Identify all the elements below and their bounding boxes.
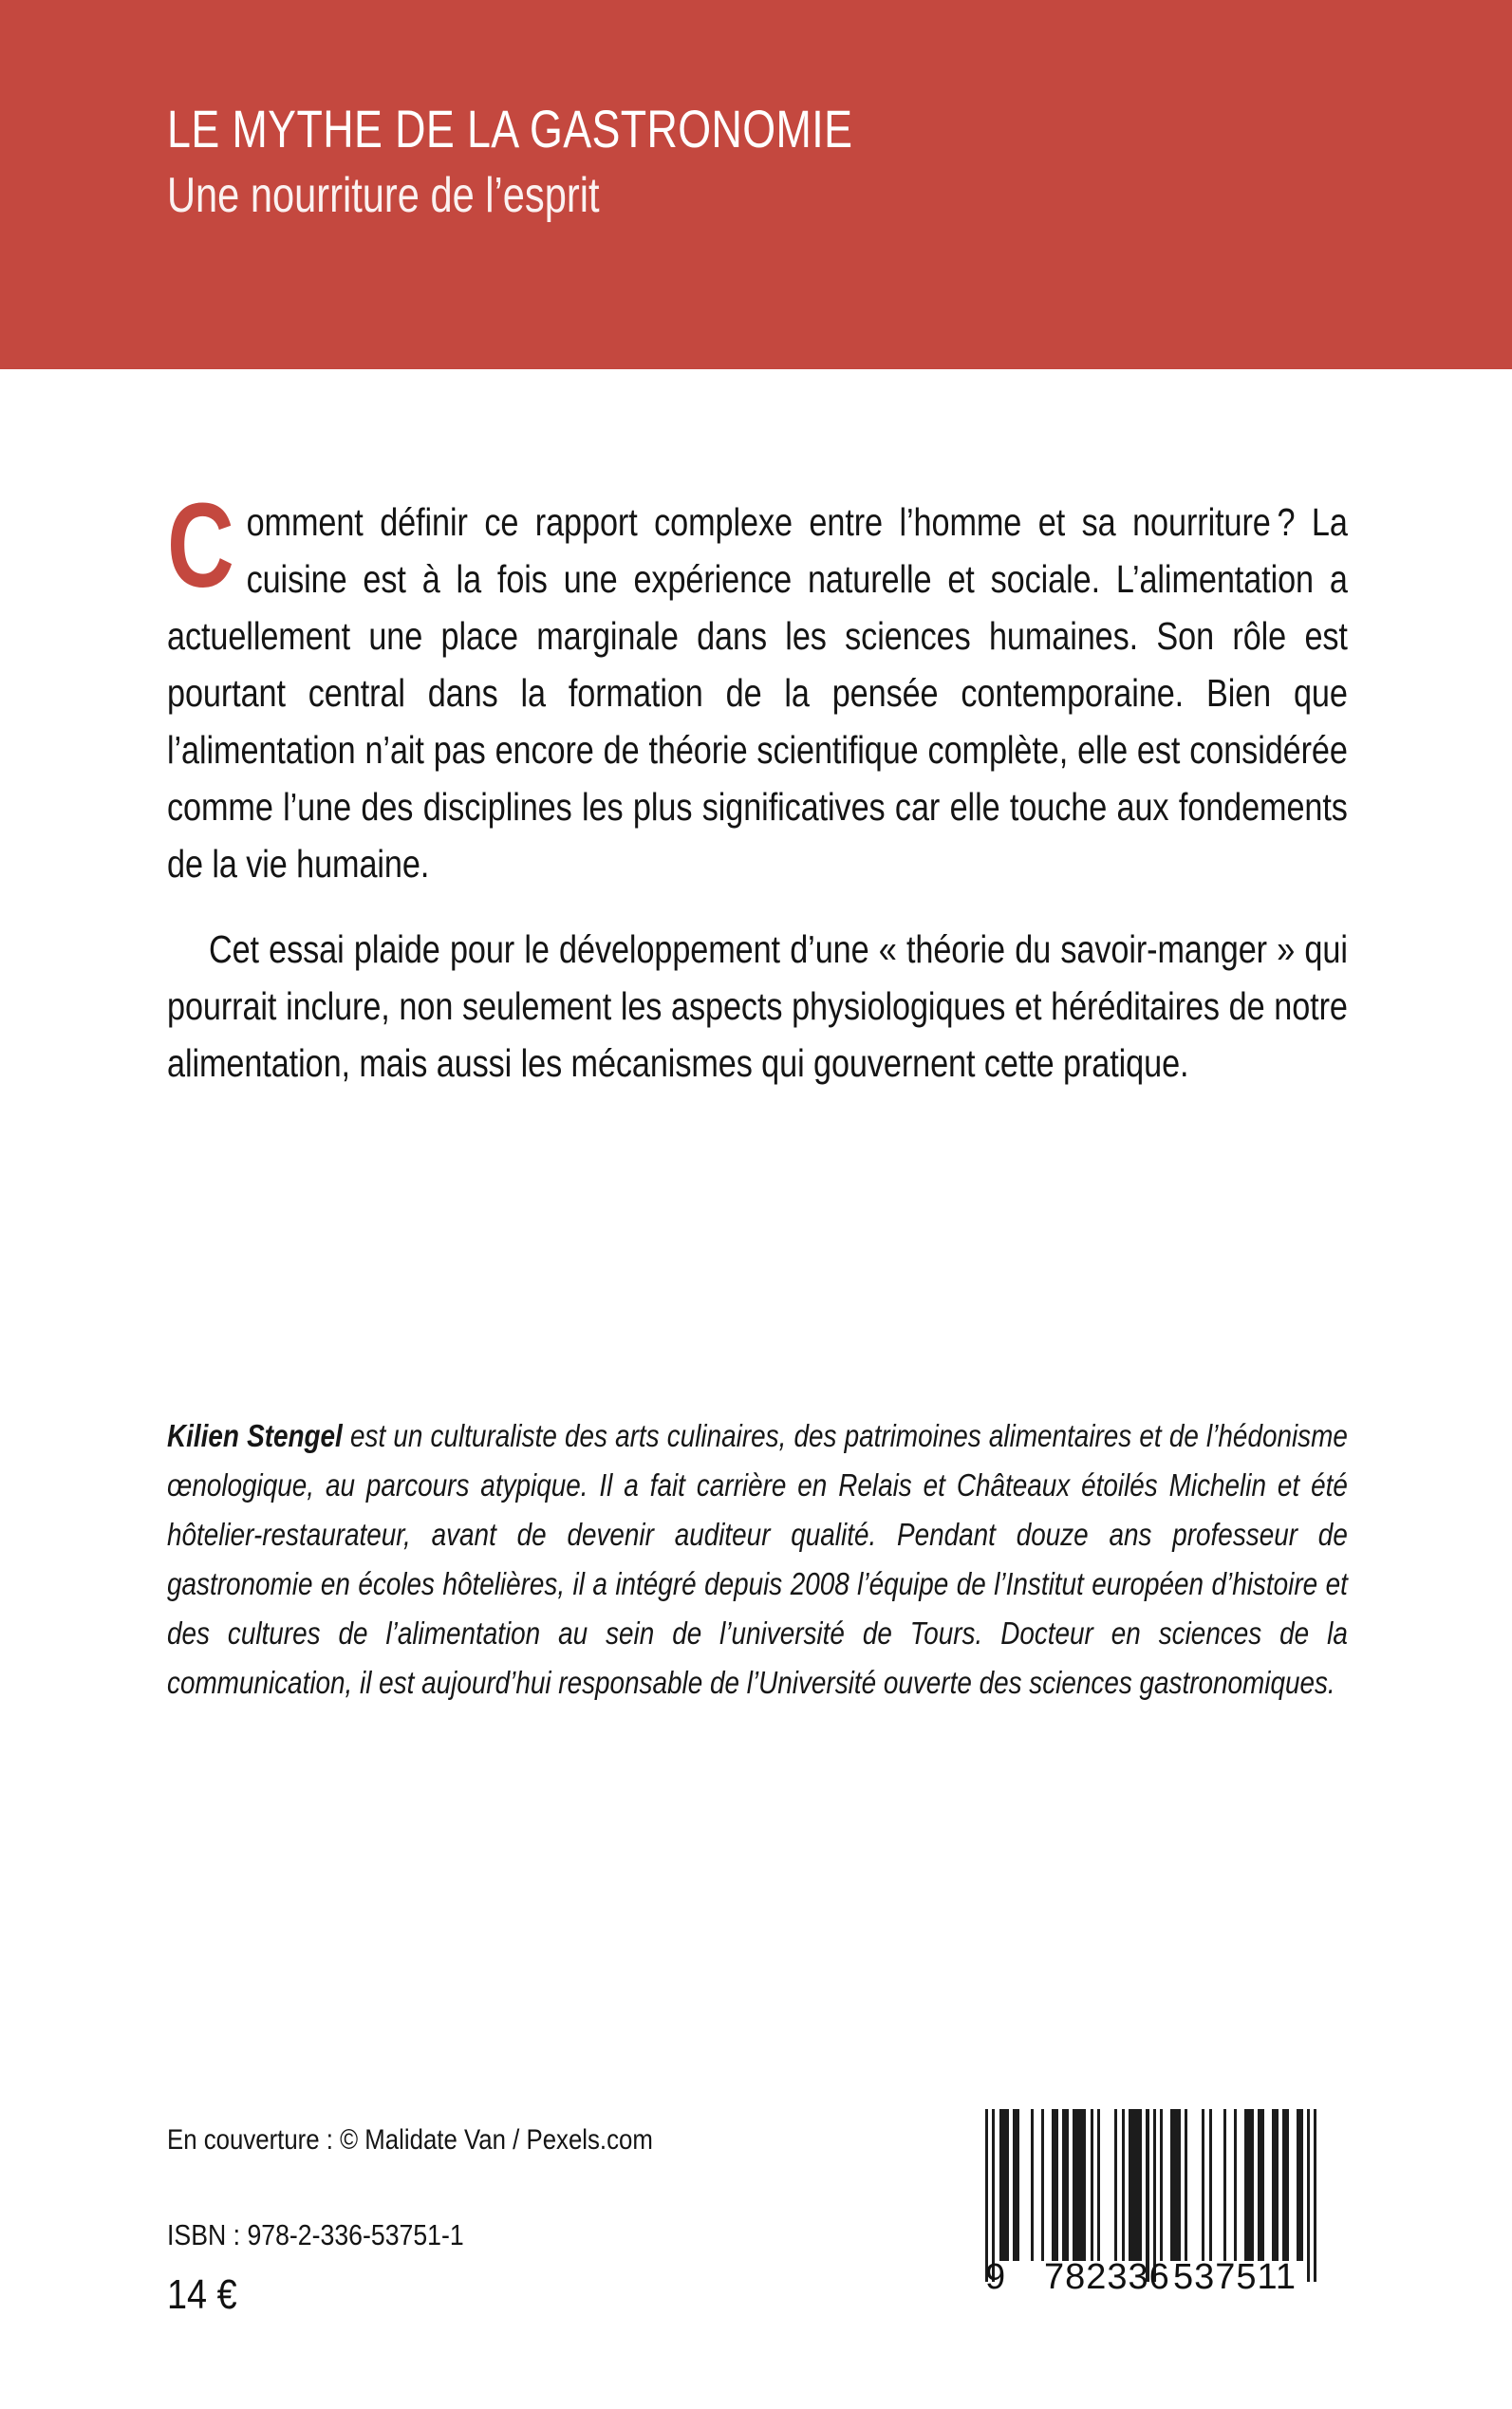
book-subtitle: Une nourriture de l’esprit (167, 168, 600, 223)
barcode-bar (1041, 2109, 1044, 2261)
barcode-bar (1052, 2109, 1058, 2261)
barcode-bar (1122, 2109, 1125, 2261)
barcode-bar (1097, 2109, 1100, 2261)
isbn-text: ISBN : 978-2-336-53751-1 (167, 2218, 464, 2251)
barcode-bar (985, 2109, 988, 2282)
barcode-bar (1170, 2109, 1180, 2261)
cover-credit: En couverture : © Malidate Van / Pexels.com (167, 2124, 653, 2156)
barcode-bar (1282, 2109, 1289, 2261)
barcode-bar (1272, 2109, 1279, 2261)
price-text: 14 € (167, 2271, 237, 2318)
barcode-bar (1031, 2109, 1034, 2261)
barcode-bar (999, 2109, 1009, 2261)
back-cover-blurb (167, 478, 1348, 1092)
barcode-bar (1209, 2109, 1212, 2261)
barcode-bar (1160, 2109, 1163, 2261)
barcode-digits (985, 2257, 1317, 2297)
author-bio-text: est un culturaliste des arts culinaires, des patrimoines alimentaires et de l’hédonisme œnologique, au parcours atypique. Il a fait carrière en Relais et Châteaux étoilés Michelin et été hôtelier-restaurateur, avant de devenir auditeur qualité. Pendant douze ans professeur de gastronomie en écoles hôtelières, il a intégré depuis 2008 l’équipe de l’Institut européen d’histoire et des cultures de l’alimentation au sein de l’université de Tours. Docteur en sciences de la communication, il est aujourd’hui responsable de l’Université ouverte des sciences gastronomiques. (167, 1418, 1348, 1700)
barcode-bar (1073, 2109, 1086, 2261)
barcode-bar (1244, 2109, 1254, 2261)
book-title: LE MYTHE DE LA GASTRONOMIE (167, 99, 853, 159)
barcode-bar (1129, 2109, 1142, 2261)
barcode-bar (1223, 2109, 1226, 2261)
blurb-text-block (167, 478, 1348, 1092)
header-banner (0, 0, 1512, 369)
barcode-bar (992, 2109, 995, 2282)
barcode-group-b: 537511 (1173, 2257, 1297, 2297)
barcode-bar (1153, 2109, 1156, 2282)
barcode-bars (985, 2109, 1317, 2261)
barcode-bar (1258, 2109, 1264, 2261)
barcode-bar (1202, 2109, 1204, 2261)
author-bio (167, 1411, 1348, 1708)
blurb-paragraph-1 (167, 478, 1348, 892)
barcode-bar (1314, 2109, 1316, 2282)
author-name: Kilien Stengel (167, 1418, 343, 1453)
barcode-bar (1091, 2109, 1093, 2261)
barcode-bar (1114, 2109, 1117, 2261)
blurb-paragraph-2: Cet essai plaide pour le développement d’une « théorie du savoir-manger » qui pourrait inclure, non seulement les aspects physiologiques et héréditaires de notre alimentation, mais aussi les mécanismes qui gouvernent cette pratique. (167, 927, 1348, 1085)
barcode-group-a: 782336 (1044, 2257, 1170, 2297)
barcode-bar (1062, 2109, 1069, 2261)
blurb-paragraph-1-text: omment définir ce rapport complexe entre l’homme et sa nourriture ? La cuisine est à la fois une expérience naturelle et sociale. L’alimentation a actuellement une place marginale dans les sciences humaines. Son rôle est pourtant central dans la formation de la pensée contemporaine. Bien que l’alimentation n’ait pas encore de théorie scientifique complète, elle est considérée comme l’une des disciplines les plus significatives car elle touche aux fondements de la vie humaine. (167, 500, 1348, 886)
drop-cap-letter: C (167, 478, 234, 612)
footer-block (167, 2124, 926, 2318)
barcode-bar (1307, 2109, 1310, 2282)
barcode-bar (1185, 2109, 1187, 2261)
barcode-bar (1297, 2109, 1303, 2261)
barcode-bar (1234, 2109, 1237, 2261)
barcode-bar (1146, 2109, 1148, 2282)
barcode-lead-digit: 9 (985, 2257, 1007, 2297)
barcode-bar (1013, 2109, 1019, 2261)
ean13-barcode (985, 2109, 1317, 2308)
